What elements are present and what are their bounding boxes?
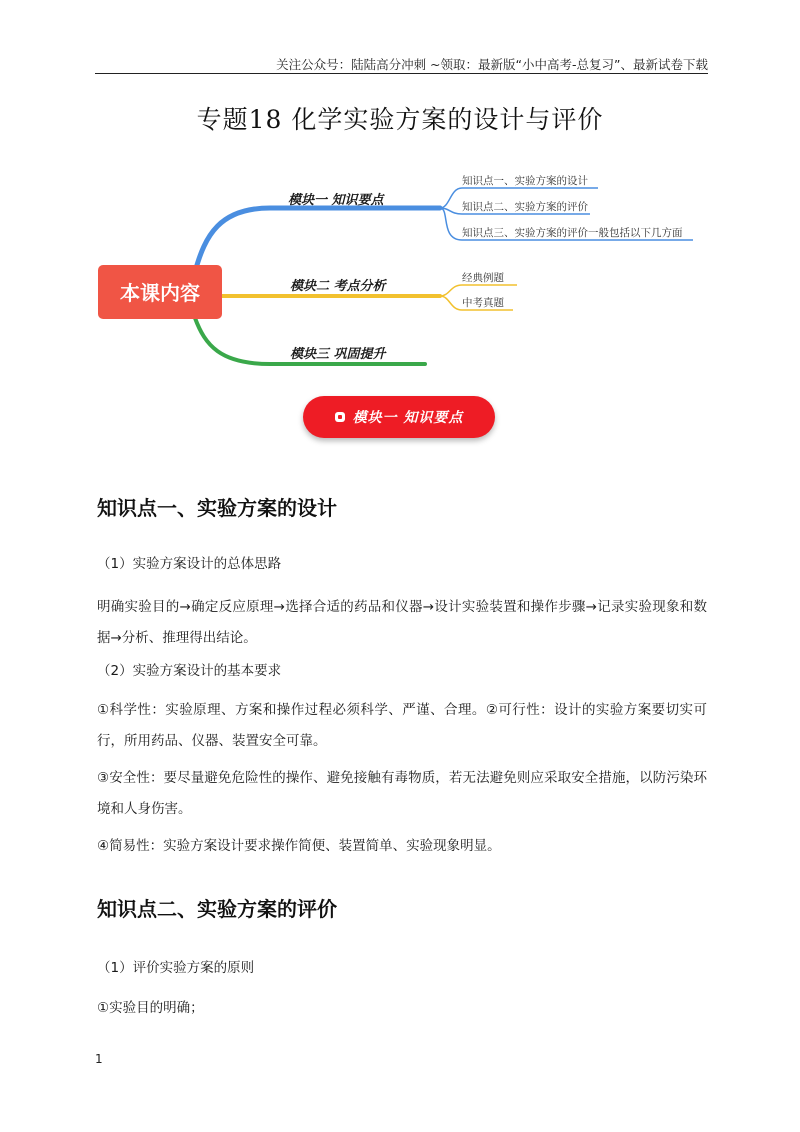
section1-paragraph-1: （1）实验方案设计的总体思路 (97, 556, 282, 572)
mindmap-branch-label-3: 模块三 巩固提升 (290, 347, 386, 362)
section2-paragraph-2: ①实验目的明确； (97, 1000, 204, 1016)
mindmap-branch-label-2: 模块二 考点分析 (290, 279, 386, 294)
mindmap-connector-1 (195, 208, 440, 272)
section2-paragraph-1: （1）评价实验方案的原则 (97, 960, 255, 976)
document-title: 专题18 化学实验方案的设计与评价 (196, 105, 604, 134)
mindmap-leaf-2-1: 经典例题 (462, 272, 504, 284)
section1-paragraph-4: ①科学性：实验原理、方案和操作过程必须科学、严谨、合理。②可行性：设计的实验方案要切实可行，所用药品、仪器、装置安全可靠。 (97, 702, 707, 749)
mindmap-leaf-2-2: 中考真题 (462, 297, 504, 309)
mindmap-branch-label-1: 模块一 知识要点 (288, 193, 384, 208)
page-header-text: 关注公众号：陆陆高分冲刺 ~领取：最新版“小中高考-总复习”、最新试卷下载 (276, 57, 708, 72)
section1-paragraph-5: ③安全性：要尽量避免危险性的操作、避免接触有毒物质，若无法避免则应采取安全措施，以防污染环境和人身伤害。 (97, 770, 707, 817)
section1-paragraph-2: 明确实验目的→确定反应原理→选择合适的药品和仪器→设计实验装置和操作步骤→记录实验现象和数据→分析、推理得出结论。 (97, 599, 707, 646)
page-number: 1 (95, 1052, 103, 1066)
section1-paragraph-3: （2）实验方案设计的基本要求 (97, 663, 282, 679)
module-badge (303, 396, 495, 438)
book-icon (335, 412, 345, 422)
mindmap-leaf-1-1: 知识点一、实验方案的设计 (462, 175, 588, 187)
mindmap-leaf-link-2-1 (440, 285, 517, 296)
mindmap-leaf-1-3: 知识点三、实验方案的评价一般包括以下几方面 (462, 227, 683, 239)
course-mindmap (0, 150, 800, 380)
section-heading-2: 知识点二、实验方案的评价 (97, 897, 337, 921)
header-rule (95, 73, 708, 74)
mindmap-leaf-1-2: 知识点二、实验方案的评价 (462, 201, 588, 213)
mindmap-center-label: 本课内容 (120, 281, 200, 305)
module-badge-label: 模块一 知识要点 (352, 410, 464, 426)
section-heading-1: 知识点一、实验方案的设计 (97, 496, 337, 520)
section1-paragraph-6: ④简易性：实验方案设计要求操作简便、装置简单、实验现象明显。 (97, 838, 501, 854)
